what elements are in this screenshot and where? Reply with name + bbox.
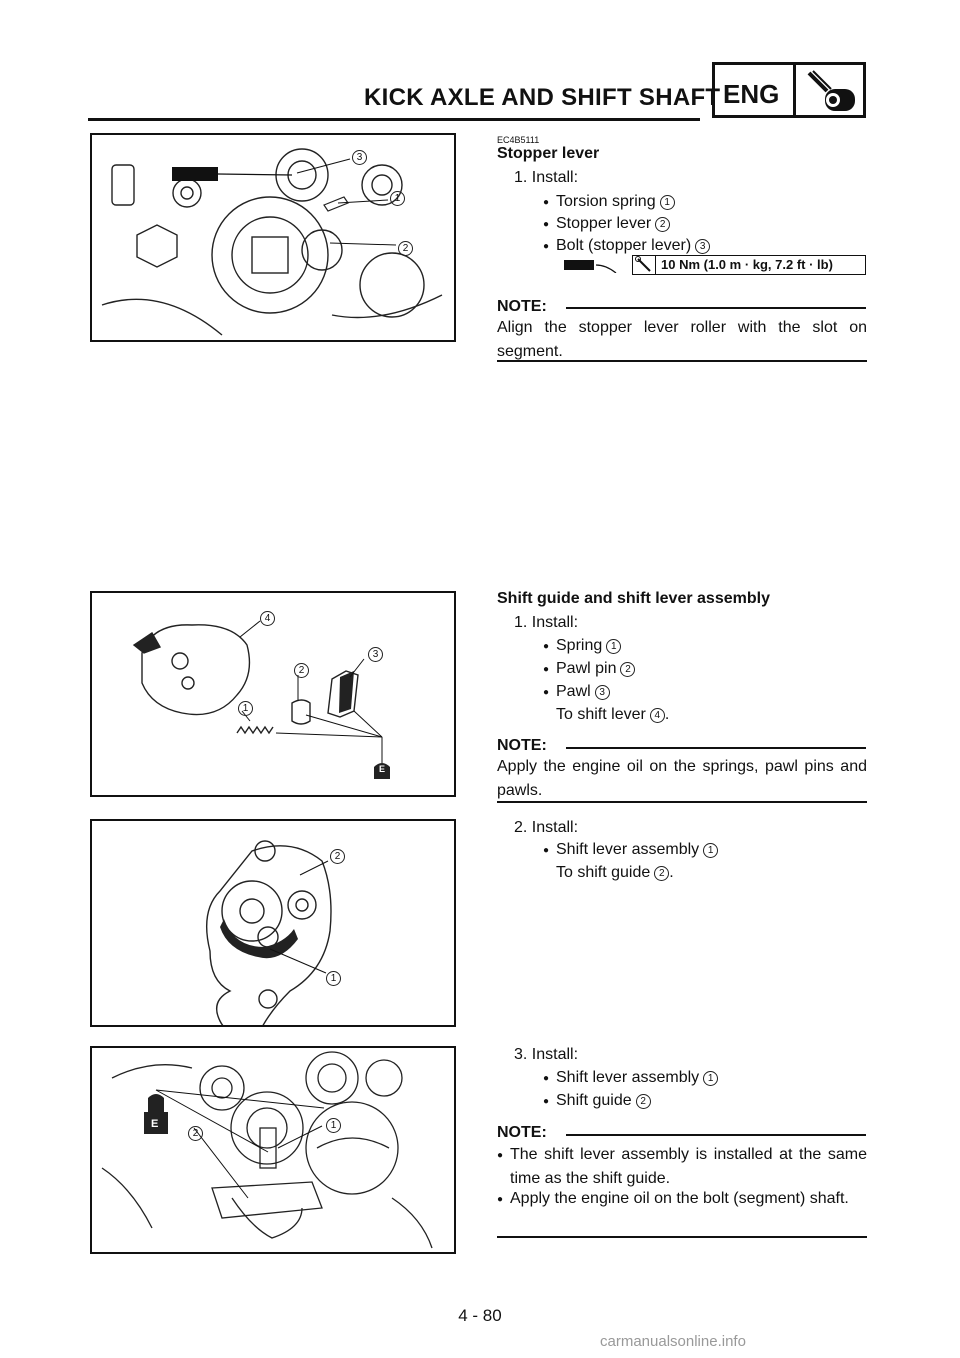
note-item: ● The shift lever assembly is installed at the same time as the shift guide.: [510, 1143, 867, 1191]
figure-stopper-lever: [90, 133, 456, 342]
list-item: ● Torsion spring 1: [556, 190, 675, 214]
step-label: 3. Install:: [514, 1046, 579, 1063]
callout-4: 4: [260, 611, 275, 626]
note-text: Apply the engine oil on the springs, pawl pins and pawls.: [497, 758, 867, 799]
instruction-text: To shift lever 4 .: [556, 706, 670, 723]
page-title: KICK AXLE AND SHIFT SHAFT: [364, 84, 721, 111]
note-label: NOTE:: [497, 298, 547, 315]
list-item: ● Pawl pin 2: [556, 657, 635, 681]
callout-1: 1: [326, 1118, 341, 1133]
step-label: 2. Install:: [514, 819, 579, 836]
callout-2: 2: [330, 849, 345, 864]
note-label: NOTE:: [497, 1124, 547, 1141]
note-label: NOTE:: [497, 737, 547, 754]
callout-1: 1: [390, 191, 405, 206]
wrench-hand-icon: [799, 67, 863, 117]
callout-3: 3: [368, 647, 383, 662]
callout-1: 1: [238, 701, 253, 716]
list-item: ● Shift lever assembly 1: [556, 1066, 718, 1090]
section-badge: [712, 62, 866, 118]
list-item: ● Shift lever assembly 1: [556, 838, 718, 862]
list-item: ● Shift guide 2: [556, 1089, 651, 1113]
header-rule: [88, 118, 700, 121]
list-item: ● Stopper lever 2: [556, 212, 670, 236]
oil-mark: E: [379, 764, 386, 774]
callout-2: 2: [294, 663, 309, 678]
section-badge-label: ENG: [723, 79, 780, 109]
page-number: 4 - 80: [458, 1306, 502, 1325]
section-heading: Stopper lever: [497, 145, 600, 162]
step-label: 1. Install:: [514, 169, 579, 186]
note-item: ● Apply the engine oil on the bolt (segment) shaft.: [510, 1187, 867, 1211]
section-code: EC4B5111: [497, 135, 540, 145]
figure-shift-guide: [90, 819, 456, 1027]
callout-2: 2: [188, 1126, 203, 1141]
figure-shift-lever-parts: [90, 591, 456, 797]
torque-spec: [632, 255, 866, 275]
oil-mark: E: [151, 1118, 159, 1130]
figure-engine-installation: [90, 1046, 456, 1254]
callout-2: 2: [398, 241, 413, 256]
step-label: 1. Install:: [514, 614, 579, 631]
torque-wrench-icon: [633, 256, 656, 274]
list-item: ● Bolt (stopper lever) 3: [556, 234, 710, 258]
instruction-text: To shift guide 2 .: [556, 864, 674, 881]
torque-value: 10 Nm (1.0 m · kg, 7.2 ft · lb): [661, 257, 833, 272]
section-heading: Shift guide and shift lever assembly: [497, 590, 770, 607]
note-text: Align the stopper lever roller with the slot on segment.: [497, 319, 867, 360]
watermark: carmanualsonline.info: [600, 1333, 746, 1350]
tighten-icon: [562, 257, 622, 273]
callout-3: 3: [352, 150, 367, 165]
callout-1: 1: [326, 971, 341, 986]
list-item: ● Pawl 3: [556, 680, 610, 704]
list-item: ● Spring 1: [556, 634, 621, 658]
